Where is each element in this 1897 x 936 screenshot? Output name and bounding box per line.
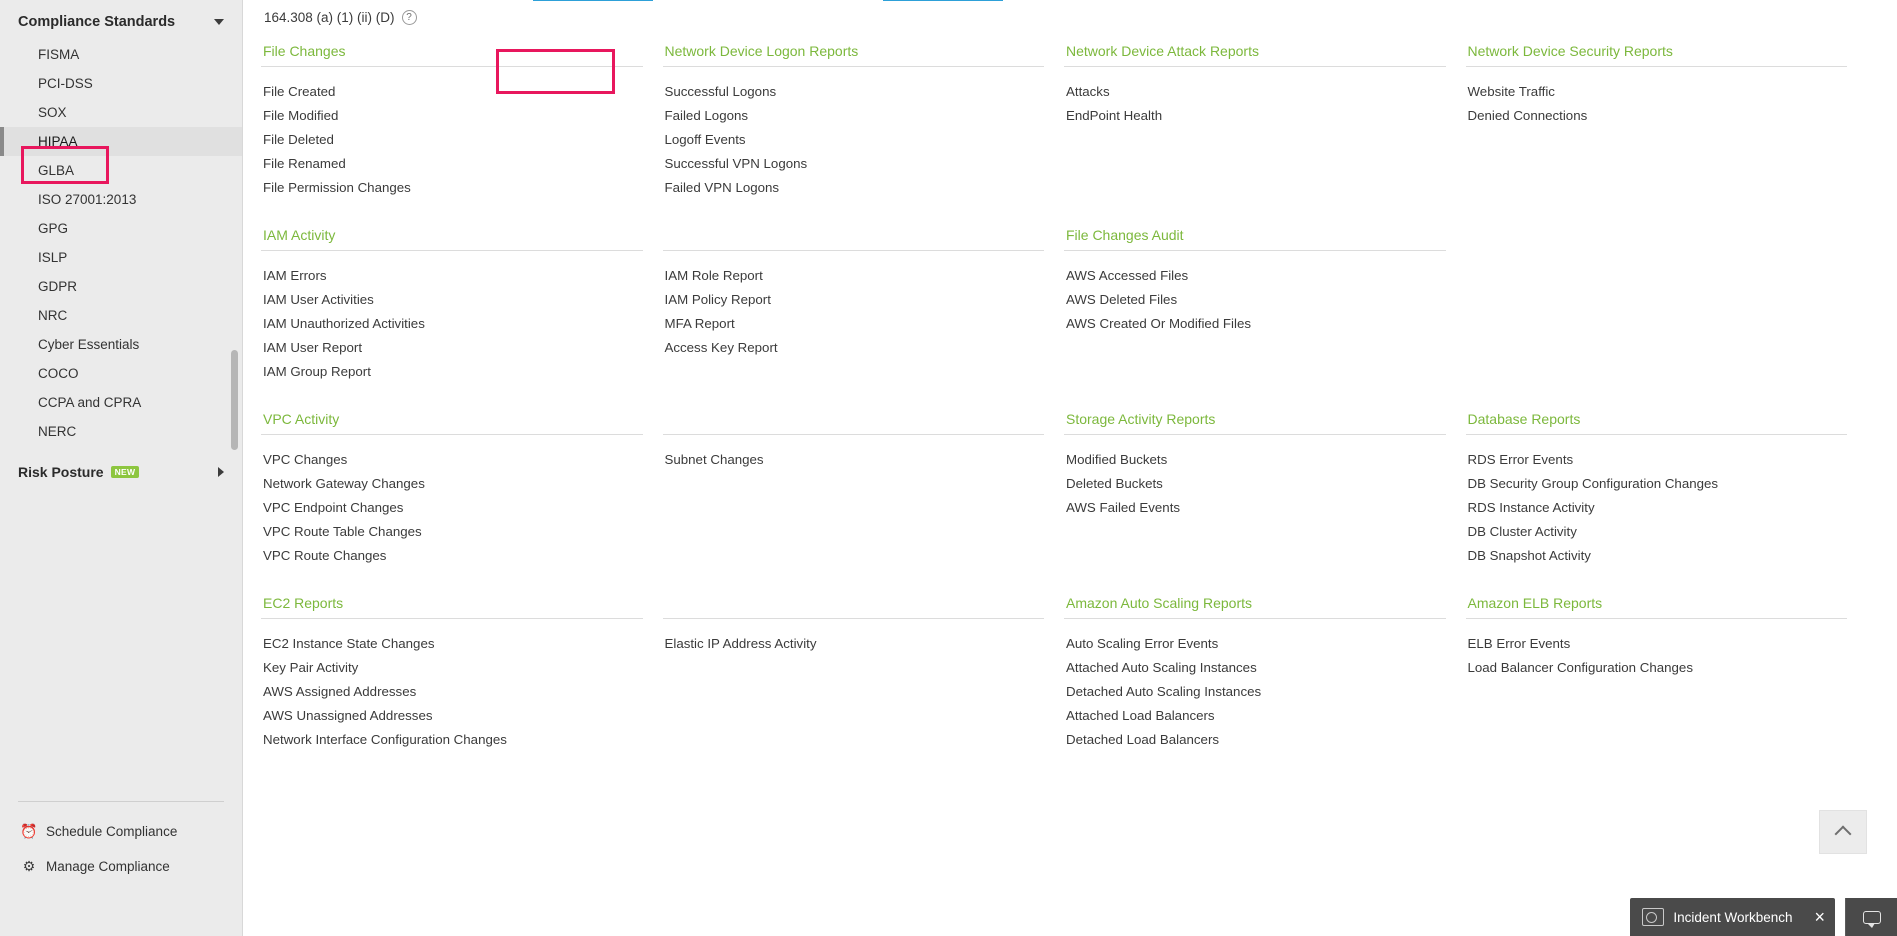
list-item[interactable]: IAM Policy Report	[664, 291, 771, 307]
report-list-network-device-attack	[1064, 79, 1446, 127]
sidebar-item-coco[interactable]	[0, 359, 242, 388]
report-list-network-device-logon	[663, 79, 1045, 199]
list-item[interactable]: Detached Load Balancers	[1066, 731, 1220, 747]
sidebar-item-pci-dss[interactable]	[0, 69, 242, 98]
list-item[interactable]: Deleted Buckets	[1066, 475, 1163, 491]
list-item[interactable]: EC2 Instance State Changes	[263, 635, 435, 651]
incident-workbench-label: Incident Workbench	[1673, 909, 1793, 925]
list-item[interactable]: VPC Route Changes	[263, 547, 387, 563]
section-block-continued	[663, 399, 1065, 567]
sidebar-item-label: GPG	[38, 221, 69, 236]
workbench-icon	[1642, 908, 1664, 926]
tab-indicator-left	[533, 0, 653, 1]
list-item[interactable]: Elastic IP Address Activity	[664, 635, 817, 651]
sidebar-footer	[18, 801, 224, 884]
section-title-amazon-auto-scaling-reports[interactable]: Amazon Auto Scaling Reports	[1064, 583, 1446, 619]
section-block	[1466, 31, 1868, 199]
list-item[interactable]: AWS Accessed Files	[1066, 267, 1189, 283]
list-item[interactable]: Network Interface Configuration Changes	[263, 731, 507, 747]
section-block-empty	[1466, 215, 1868, 383]
list-item[interactable]: Attached Load Balancers	[1066, 707, 1215, 723]
section-block-continued	[663, 583, 1065, 751]
report-list-ec2-reports-column2	[663, 631, 1045, 655]
section-block	[1064, 399, 1466, 567]
section-title-ec2-reports[interactable]: EC2 Reports	[261, 583, 643, 619]
sidebar-item-ccpa-cpra[interactable]	[0, 388, 242, 417]
section-title-blank	[663, 583, 1045, 619]
sidebar-item-fisma[interactable]	[0, 40, 242, 69]
chat-icon	[1863, 911, 1881, 924]
section-block	[1064, 215, 1466, 383]
report-list-database-reports	[1466, 447, 1848, 567]
section-title-blank	[663, 399, 1045, 435]
list-item[interactable]: DB Security Group Configuration Changes	[1467, 475, 1719, 491]
list-item[interactable]: VPC Changes	[263, 451, 348, 467]
section-row-4	[261, 583, 1867, 751]
list-item[interactable]: AWS Created Or Modified Files	[1066, 315, 1251, 331]
sidebar-item-nerc[interactable]	[0, 417, 242, 446]
incident-workbench-bar[interactable]	[1630, 898, 1835, 936]
risk-posture-label: Risk Posture	[18, 464, 104, 480]
list-item[interactable]: Website Traffic	[1467, 83, 1555, 99]
section-block	[261, 31, 663, 199]
list-item[interactable]: Successful VPN Logons	[664, 155, 808, 171]
main-content	[243, 0, 1897, 936]
sidebar-item-cyber-essentials[interactable]	[0, 330, 242, 359]
list-item[interactable]: Auto Scaling Error Events	[1066, 635, 1219, 651]
manage-compliance-button[interactable]	[18, 849, 224, 884]
sidebar-item-label: Cyber Essentials	[38, 337, 140, 352]
section-row-1-heads	[261, 31, 1867, 199]
section-title-network-device-attack-reports[interactable]: Network Device Attack Reports	[1064, 31, 1446, 67]
sidebar-scrollbar-thumb[interactable]	[231, 350, 238, 450]
chevron-down-icon[interactable]	[214, 19, 224, 25]
sidebar-item-nrc[interactable]	[0, 301, 242, 330]
schedule-compliance-button[interactable]	[18, 814, 224, 849]
section-row-2-heads	[261, 215, 1867, 383]
clock-icon: ⏰	[20, 823, 38, 839]
list-item[interactable]: AWS Deleted Files	[1066, 291, 1178, 307]
sidebar-item-label: HIPAA	[38, 134, 78, 149]
sidebar-item-gpg[interactable]	[0, 214, 242, 243]
section-block	[261, 215, 663, 383]
sidebar-item-label: GLBA	[38, 163, 75, 178]
list-item[interactable]: VPC Route Table Changes	[263, 523, 422, 539]
section-title-iam-activity[interactable]: IAM Activity	[261, 215, 643, 251]
list-item[interactable]: IAM Role Report	[664, 267, 763, 283]
list-item[interactable]: AWS Unassigned Addresses	[263, 707, 433, 723]
list-item[interactable]: File Modified	[263, 107, 339, 123]
sidebar-item-islp[interactable]	[0, 243, 242, 272]
breadcrumb	[261, 0, 1867, 31]
list-item[interactable]: File Deleted	[263, 131, 334, 147]
section-block	[261, 399, 663, 567]
report-list-auto-scaling	[1064, 631, 1446, 751]
chevron-right-icon[interactable]	[218, 467, 224, 477]
sidebar-item-label: NRC	[38, 308, 68, 323]
list-item[interactable]: Key Pair Activity	[263, 659, 359, 675]
sidebar-item-label: COCO	[38, 366, 79, 381]
list-item[interactable]: DB Cluster Activity	[1467, 523, 1577, 539]
list-item[interactable]: Modified Buckets	[1066, 451, 1168, 467]
gear-icon: ⚙	[22, 858, 36, 874]
section-title-blank	[663, 215, 1045, 251]
report-list-storage-activity	[1064, 447, 1446, 519]
question-mark-icon[interactable]: ?	[402, 10, 417, 25]
list-item[interactable]: Successful Logons	[664, 83, 777, 99]
list-item[interactable]: Load Balancer Configuration Changes	[1467, 659, 1693, 675]
section-block	[1466, 583, 1868, 751]
section-title-network-device-security-reports[interactable]: Network Device Security Reports	[1466, 31, 1848, 67]
tab-indicator-right	[883, 0, 1003, 1]
sidebar-item-gdpr[interactable]	[0, 272, 242, 301]
list-item[interactable]: IAM Errors	[263, 267, 327, 283]
chat-button[interactable]	[1845, 898, 1897, 936]
manage-compliance-label: Manage Compliance	[46, 859, 170, 874]
section-block	[261, 583, 663, 751]
sidebar-scrollbar[interactable]	[233, 0, 240, 936]
sidebar-item-risk-posture[interactable]	[0, 446, 242, 498]
report-list-ec2-reports	[261, 631, 643, 751]
section-title-vpc-activity[interactable]: VPC Activity	[261, 399, 643, 435]
sidebar	[0, 0, 243, 936]
schedule-compliance-label: Schedule Compliance	[46, 824, 178, 839]
sidebar-item-glba[interactable]	[0, 156, 242, 185]
list-item[interactable]: ELB Error Events	[1467, 635, 1571, 651]
section-title-amazon-elb-reports[interactable]: Amazon ELB Reports	[1466, 583, 1848, 619]
section-title-database-reports[interactable]: Database Reports	[1466, 399, 1848, 435]
list-item[interactable]: AWS Assigned Addresses	[263, 683, 417, 699]
report-list-elb-reports	[1466, 631, 1848, 679]
list-item[interactable]: RDS Error Events	[1467, 451, 1574, 467]
report-list-vpc-activity-column2	[663, 447, 1045, 471]
list-item[interactable]: File Renamed	[263, 155, 346, 171]
sidebar-title: Compliance Standards	[18, 14, 176, 30]
section-block	[663, 31, 1065, 199]
sidebar-item-label: NERC	[38, 424, 77, 439]
section-block	[1466, 399, 1868, 567]
scroll-to-top-button[interactable]	[1819, 810, 1867, 854]
breadcrumb-text: 164.308 (a) (1) (ii) (D)	[264, 10, 395, 25]
sidebar-item-hipaa[interactable]	[0, 127, 242, 156]
section-title-storage-activity-reports[interactable]: Storage Activity Reports	[1064, 399, 1446, 435]
report-list-file-changes-audit	[1064, 263, 1446, 335]
list-item[interactable]: RDS Instance Activity	[1467, 499, 1595, 515]
report-list-vpc-activity	[261, 447, 643, 567]
list-item[interactable]: MFA Report	[664, 315, 735, 331]
section-row-1	[261, 31, 1867, 199]
sidebar-item-label: SOX	[38, 105, 67, 120]
list-item[interactable]: File Permission Changes	[263, 179, 411, 195]
section-row-4-heads	[261, 583, 1867, 751]
list-item[interactable]: DB Snapshot Activity	[1467, 547, 1591, 563]
list-item[interactable]: Detached Auto Scaling Instances	[1066, 683, 1262, 699]
list-item[interactable]: Attached Auto Scaling Instances	[1066, 659, 1257, 675]
list-item[interactable]: EndPoint Health	[1066, 107, 1163, 123]
list-item[interactable]: AWS Failed Events	[1066, 499, 1181, 515]
list-item[interactable]: IAM User Activities	[263, 291, 374, 307]
section-row-3-heads	[261, 399, 1867, 567]
section-row-3	[261, 399, 1867, 567]
sidebar-header[interactable]	[0, 0, 242, 40]
list-item[interactable]: Failed VPN Logons	[664, 179, 780, 195]
section-row-2	[261, 215, 1867, 383]
section-title-network-device-logon-reports[interactable]: Network Device Logon Reports	[663, 31, 1045, 67]
list-item[interactable]: Access Key Report	[664, 339, 778, 355]
list-item[interactable]: Network Gateway Changes	[263, 475, 425, 491]
sidebar-item-label: FISMA	[38, 47, 80, 62]
section-block	[1064, 31, 1466, 199]
section-title-file-changes[interactable]: File Changes	[261, 31, 643, 67]
list-item[interactable]: IAM User Report	[263, 339, 363, 355]
new-badge: NEW	[111, 466, 140, 478]
sidebar-item-label: CCPA and CPRA	[38, 395, 142, 410]
report-list-file-changes	[261, 79, 643, 199]
sidebar-item-label: GDPR	[38, 279, 78, 294]
chevron-up-icon	[1835, 826, 1852, 843]
list-item[interactable]: File Created	[263, 83, 336, 99]
list-item[interactable]: Denied Connections	[1467, 107, 1588, 123]
section-block	[1064, 583, 1466, 751]
section-title-file-changes-audit[interactable]: File Changes Audit	[1064, 215, 1446, 251]
list-item[interactable]: Failed Logons	[664, 107, 749, 123]
list-item[interactable]: VPC Endpoint Changes	[263, 499, 404, 515]
section-block-continued	[663, 215, 1065, 383]
list-item[interactable]: Attacks	[1066, 83, 1110, 99]
list-item[interactable]: Logoff Events	[664, 131, 746, 147]
sidebar-item-label: ISLP	[38, 250, 68, 265]
sidebar-item-sox[interactable]	[0, 98, 242, 127]
list-item[interactable]: IAM Unauthorized Activities	[263, 315, 425, 331]
compliance-standards-list	[0, 40, 242, 446]
sidebar-item-label: PCI-DSS	[38, 76, 93, 91]
sidebar-item-iso-27001[interactable]	[0, 185, 242, 214]
report-list-network-device-security	[1466, 79, 1848, 127]
list-item[interactable]: Subnet Changes	[664, 451, 764, 467]
close-icon[interactable]: ×	[1814, 907, 1825, 927]
report-list-iam-activity-column2	[663, 263, 1045, 359]
sidebar-item-label: ISO 27001:2013	[38, 192, 137, 207]
list-item[interactable]: IAM Group Report	[263, 363, 371, 379]
report-list-iam-activity	[261, 263, 643, 383]
